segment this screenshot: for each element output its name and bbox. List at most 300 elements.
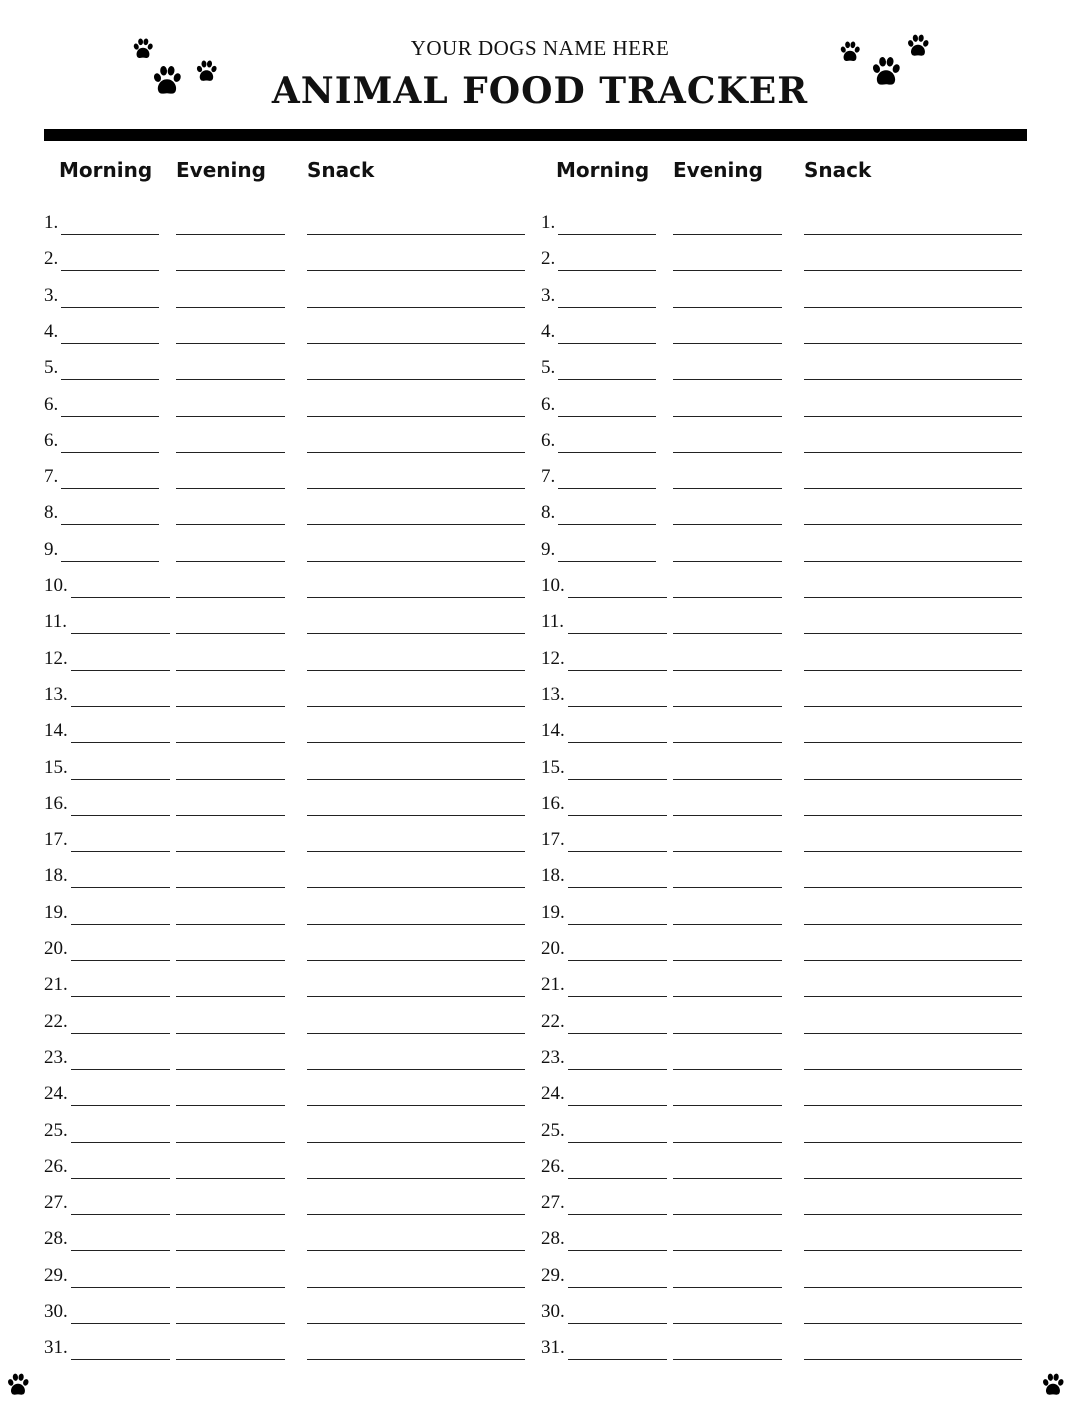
- tracker-row: [44, 821, 534, 857]
- evening-entry-line[interactable]: [176, 1142, 285, 1143]
- tracker-row: [541, 1148, 1031, 1184]
- snack-entry-line[interactable]: [804, 1323, 1022, 1324]
- evening-entry-line[interactable]: [673, 597, 782, 598]
- row-number: 15.: [44, 756, 68, 778]
- morning-entry-line[interactable]: [61, 343, 159, 344]
- morning-entry-line[interactable]: [568, 1142, 667, 1143]
- tracker-row: [541, 1184, 1031, 1220]
- evening-entry-line[interactable]: [176, 524, 285, 525]
- evening-entry-line[interactable]: [673, 416, 782, 417]
- tracker-row: [44, 1112, 534, 1148]
- morning-entry-line[interactable]: [568, 779, 667, 780]
- evening-entry-line[interactable]: [176, 633, 285, 634]
- morning-entry-line[interactable]: [568, 815, 667, 816]
- morning-entry-line[interactable]: [61, 307, 159, 308]
- snack-entry-line[interactable]: [804, 524, 1022, 525]
- snack-entry-line[interactable]: [804, 561, 1022, 562]
- snack-entry-line[interactable]: [804, 343, 1022, 344]
- snack-entry-line[interactable]: [307, 1323, 525, 1324]
- morning-entry-line[interactable]: [61, 379, 159, 380]
- row-number: 21.: [541, 974, 565, 996]
- snack-entry-line[interactable]: [804, 887, 1022, 888]
- evening-entry-line[interactable]: [176, 561, 285, 562]
- tracker-row: [541, 1257, 1031, 1293]
- row-number: 6.: [541, 393, 556, 415]
- tracker-row: [44, 894, 534, 930]
- evening-entry-line[interactable]: [176, 307, 285, 308]
- row-number: 12.: [541, 647, 565, 669]
- morning-entry-line[interactable]: [71, 706, 170, 707]
- row-number: 16.: [44, 792, 68, 814]
- row-number: 10.: [44, 575, 68, 596]
- evening-entry-line[interactable]: [176, 1178, 285, 1179]
- morning-entry-line[interactable]: [568, 742, 667, 743]
- evening-entry-line[interactable]: [176, 706, 285, 707]
- evening-entry-line[interactable]: [176, 996, 285, 997]
- morning-entry-line[interactable]: [558, 270, 656, 271]
- row-number: 23.: [44, 1046, 68, 1068]
- tracker-row: [541, 458, 1031, 494]
- morning-entry-line[interactable]: [71, 1033, 170, 1034]
- evening-entry-line[interactable]: [673, 851, 782, 852]
- evening-entry-line[interactable]: [176, 887, 285, 888]
- tracker-row: [541, 313, 1031, 349]
- snack-entry-line[interactable]: [307, 633, 525, 634]
- row-number: 30.: [44, 1301, 68, 1322]
- morning-entry-line[interactable]: [558, 234, 656, 235]
- row-number: 1.: [541, 212, 556, 233]
- snack-entry-line[interactable]: [307, 488, 525, 489]
- column-header-snack: Snack: [804, 158, 872, 182]
- snack-entry-line[interactable]: [804, 851, 1022, 852]
- row-number: 26.: [44, 1155, 68, 1177]
- morning-entry-line[interactable]: [568, 1250, 667, 1251]
- morning-entry-line[interactable]: [71, 1142, 170, 1143]
- row-number: 7.: [541, 466, 556, 488]
- evening-entry-line[interactable]: [176, 343, 285, 344]
- snack-entry-line[interactable]: [307, 1359, 525, 1360]
- morning-entry-line[interactable]: [71, 742, 170, 743]
- evening-entry-line[interactable]: [673, 670, 782, 671]
- morning-entry-line[interactable]: [71, 851, 170, 852]
- morning-entry-line[interactable]: [568, 1105, 667, 1106]
- evening-entry-line[interactable]: [673, 343, 782, 344]
- evening-entry-line[interactable]: [673, 706, 782, 707]
- morning-entry-line[interactable]: [568, 851, 667, 852]
- tracker-row: [44, 567, 534, 603]
- evening-entry-line[interactable]: [673, 1359, 782, 1360]
- evening-entry-line[interactable]: [176, 1287, 285, 1288]
- morning-entry-line[interactable]: [558, 343, 656, 344]
- snack-entry-line[interactable]: [307, 379, 525, 380]
- morning-entry-line[interactable]: [71, 996, 170, 997]
- row-number: 4.: [44, 320, 59, 342]
- morning-entry-line[interactable]: [558, 524, 656, 525]
- tracker-row: [44, 676, 534, 712]
- tracker-row: [44, 1220, 534, 1256]
- evening-entry-line[interactable]: [673, 1178, 782, 1179]
- row-number: 7.: [44, 466, 59, 488]
- row-number: 6.: [44, 429, 59, 451]
- evening-entry-line[interactable]: [673, 379, 782, 380]
- evening-entry-line[interactable]: [673, 960, 782, 961]
- snack-entry-line[interactable]: [307, 524, 525, 525]
- tracker-row: [541, 386, 1031, 422]
- row-number: 22.: [44, 1010, 68, 1032]
- tracker-row: [44, 966, 534, 1002]
- evening-entry-line[interactable]: [673, 1142, 782, 1143]
- morning-entry-line[interactable]: [71, 1359, 170, 1360]
- morning-entry-line[interactable]: [61, 561, 159, 562]
- snack-entry-line[interactable]: [307, 779, 525, 780]
- snack-entry-line[interactable]: [307, 452, 525, 453]
- morning-entry-line[interactable]: [71, 815, 170, 816]
- morning-entry-line[interactable]: [71, 1323, 170, 1324]
- morning-entry-line[interactable]: [568, 1323, 667, 1324]
- evening-entry-line[interactable]: [176, 1033, 285, 1034]
- snack-entry-line[interactable]: [307, 343, 525, 344]
- morning-entry-line[interactable]: [568, 706, 667, 707]
- morning-entry-line[interactable]: [568, 633, 667, 634]
- tracker-row: [44, 712, 534, 748]
- snack-entry-line[interactable]: [804, 1250, 1022, 1251]
- snack-entry-line[interactable]: [307, 1250, 525, 1251]
- tracker-row: [541, 1220, 1031, 1256]
- tracker-row: [541, 204, 1031, 240]
- row-number: 11.: [44, 611, 68, 633]
- snack-entry-line[interactable]: [307, 1069, 525, 1070]
- morning-entry-line[interactable]: [61, 488, 159, 489]
- snack-entry-line[interactable]: [804, 706, 1022, 707]
- morning-entry-line[interactable]: [568, 1359, 667, 1360]
- tracker-row: [541, 966, 1031, 1002]
- row-number: 6.: [44, 393, 59, 415]
- snack-entry-line[interactable]: [804, 270, 1022, 271]
- tracker-row: [44, 1039, 534, 1075]
- title-divider: [44, 129, 1027, 141]
- evening-entry-line[interactable]: [673, 996, 782, 997]
- morning-entry-line[interactable]: [568, 887, 667, 888]
- row-number: 28.: [44, 1228, 68, 1250]
- row-number: 19.: [44, 901, 68, 923]
- snack-entry-line[interactable]: [804, 1142, 1022, 1143]
- tracker-row: [44, 1148, 534, 1184]
- tracker-row: [541, 749, 1031, 785]
- snack-entry-line[interactable]: [804, 815, 1022, 816]
- evening-entry-line[interactable]: [673, 270, 782, 271]
- morning-entry-line[interactable]: [568, 1033, 667, 1034]
- tracker-row: [541, 1039, 1031, 1075]
- snack-entry-line[interactable]: [804, 379, 1022, 380]
- tracker-row: [44, 749, 534, 785]
- evening-entry-line[interactable]: [673, 1287, 782, 1288]
- tracker-row: [44, 1075, 534, 1111]
- row-number: 6.: [541, 429, 556, 451]
- row-number: 13.: [44, 683, 68, 705]
- snack-entry-line[interactable]: [307, 1214, 525, 1215]
- tracker-row: [44, 349, 534, 385]
- morning-entry-line[interactable]: [61, 270, 159, 271]
- row-number: 25.: [541, 1119, 565, 1141]
- evening-entry-line[interactable]: [176, 452, 285, 453]
- evening-entry-line[interactable]: [176, 815, 285, 816]
- morning-entry-line[interactable]: [568, 670, 667, 671]
- morning-entry-line[interactable]: [61, 452, 159, 453]
- snack-entry-line[interactable]: [804, 1069, 1022, 1070]
- row-number: 16.: [541, 792, 565, 814]
- row-number: 19.: [541, 901, 565, 923]
- tracker-row: [44, 458, 534, 494]
- tracker-row: [541, 603, 1031, 639]
- evening-entry-line[interactable]: [176, 1323, 285, 1324]
- paw-print-icon: [1040, 1372, 1066, 1398]
- evening-entry-line[interactable]: [673, 524, 782, 525]
- tracker-row: [541, 821, 1031, 857]
- evening-entry-line[interactable]: [673, 742, 782, 743]
- evening-entry-line[interactable]: [176, 597, 285, 598]
- evening-entry-line[interactable]: [176, 1214, 285, 1215]
- snack-entry-line[interactable]: [804, 597, 1022, 598]
- snack-entry-line[interactable]: [307, 670, 525, 671]
- morning-entry-line[interactable]: [71, 887, 170, 888]
- morning-entry-line[interactable]: [558, 416, 656, 417]
- morning-entry-line[interactable]: [61, 416, 159, 417]
- snack-entry-line[interactable]: [804, 1359, 1022, 1360]
- evening-entry-line[interactable]: [176, 670, 285, 671]
- tracker-row: [44, 313, 534, 349]
- snack-entry-line[interactable]: [804, 1178, 1022, 1179]
- row-number: 3.: [44, 284, 59, 306]
- evening-entry-line[interactable]: [176, 416, 285, 417]
- row-number: 8.: [44, 502, 59, 524]
- tracker-row: [44, 1184, 534, 1220]
- snack-entry-line[interactable]: [804, 488, 1022, 489]
- snack-entry-line[interactable]: [307, 597, 525, 598]
- morning-entry-line[interactable]: [568, 924, 667, 925]
- tracker-row: [541, 567, 1031, 603]
- morning-entry-line[interactable]: [568, 1287, 667, 1288]
- snack-entry-line[interactable]: [307, 561, 525, 562]
- morning-entry-line[interactable]: [71, 1214, 170, 1215]
- column-header-morning: Morning: [59, 158, 153, 182]
- row-number: 26.: [541, 1155, 565, 1177]
- snack-entry-line[interactable]: [804, 452, 1022, 453]
- snack-entry-line[interactable]: [307, 307, 525, 308]
- row-number: 4.: [541, 320, 556, 342]
- tracker-row: [44, 640, 534, 676]
- morning-entry-line[interactable]: [568, 597, 667, 598]
- tracker-row: [541, 640, 1031, 676]
- snack-entry-line[interactable]: [307, 960, 525, 961]
- tracker-row: [541, 349, 1031, 385]
- evening-entry-line[interactable]: [673, 887, 782, 888]
- morning-entry-line[interactable]: [71, 633, 170, 634]
- morning-entry-line[interactable]: [71, 1105, 170, 1106]
- snack-entry-line[interactable]: [307, 270, 525, 271]
- snack-entry-line[interactable]: [804, 1105, 1022, 1106]
- row-number: 2.: [541, 248, 556, 270]
- tracker-row: [44, 531, 534, 567]
- evening-entry-line[interactable]: [673, 1069, 782, 1070]
- row-number: 21.: [44, 974, 68, 996]
- snack-entry-line[interactable]: [307, 851, 525, 852]
- snack-entry-line[interactable]: [307, 924, 525, 925]
- row-number: 17.: [541, 829, 565, 851]
- morning-entry-line[interactable]: [71, 960, 170, 961]
- snack-entry-line[interactable]: [804, 1287, 1022, 1288]
- snack-entry-line[interactable]: [804, 779, 1022, 780]
- morning-entry-line[interactable]: [71, 1178, 170, 1179]
- evening-entry-line[interactable]: [673, 815, 782, 816]
- evening-entry-line[interactable]: [176, 1359, 285, 1360]
- snack-entry-line[interactable]: [307, 234, 525, 235]
- morning-entry-line[interactable]: [71, 1287, 170, 1288]
- row-number: 10.: [541, 575, 565, 596]
- row-number: 30.: [541, 1301, 565, 1322]
- tracker-row: [44, 1329, 534, 1365]
- morning-entry-line[interactable]: [71, 779, 170, 780]
- paw-print-icon: [5, 1372, 31, 1398]
- snack-entry-line[interactable]: [307, 815, 525, 816]
- morning-entry-line[interactable]: [61, 234, 159, 235]
- row-number: 2.: [44, 248, 59, 270]
- snack-entry-line[interactable]: [804, 924, 1022, 925]
- morning-entry-line[interactable]: [61, 524, 159, 525]
- evening-entry-line[interactable]: [176, 234, 285, 235]
- column-header-snack: Snack: [307, 158, 375, 182]
- morning-entry-line[interactable]: [558, 307, 656, 308]
- snack-entry-line[interactable]: [804, 234, 1022, 235]
- row-number: 24.: [541, 1083, 565, 1105]
- morning-entry-line[interactable]: [71, 597, 170, 598]
- row-number: 22.: [541, 1010, 565, 1032]
- snack-entry-line[interactable]: [804, 633, 1022, 634]
- row-number: 13.: [541, 683, 565, 705]
- morning-entry-line[interactable]: [71, 924, 170, 925]
- tracker-row: [541, 1112, 1031, 1148]
- evening-entry-line[interactable]: [673, 307, 782, 308]
- row-number: 31.: [44, 1337, 68, 1359]
- snack-entry-line[interactable]: [804, 742, 1022, 743]
- evening-entry-line[interactable]: [176, 851, 285, 852]
- evening-entry-line[interactable]: [673, 488, 782, 489]
- evening-entry-line[interactable]: [176, 779, 285, 780]
- evening-entry-line[interactable]: [176, 379, 285, 380]
- dog-name-placeholder[interactable]: YOUR DOGS NAME HERE: [410, 36, 670, 60]
- snack-entry-line[interactable]: [804, 996, 1022, 997]
- snack-entry-line[interactable]: [804, 960, 1022, 961]
- morning-entry-line[interactable]: [558, 379, 656, 380]
- row-number: 31.: [541, 1337, 565, 1359]
- evening-entry-line[interactable]: [176, 270, 285, 271]
- snack-entry-line[interactable]: [307, 416, 525, 417]
- morning-entry-line[interactable]: [71, 670, 170, 671]
- row-number: 18.: [541, 865, 565, 887]
- evening-entry-line[interactable]: [673, 234, 782, 235]
- morning-entry-line[interactable]: [558, 452, 656, 453]
- tracker-row: [44, 1293, 534, 1329]
- tracker-row: [541, 531, 1031, 567]
- tracker-row: [44, 785, 534, 821]
- evening-entry-line[interactable]: [673, 924, 782, 925]
- snack-entry-line[interactable]: [307, 706, 525, 707]
- evening-entry-line[interactable]: [673, 1105, 782, 1106]
- evening-entry-line[interactable]: [176, 488, 285, 489]
- row-number: 27.: [541, 1192, 565, 1214]
- snack-entry-line[interactable]: [804, 1214, 1022, 1215]
- snack-entry-line[interactable]: [804, 1033, 1022, 1034]
- tracker-row: [541, 894, 1031, 930]
- page-title: ANIMAL FOOD TRACKER: [271, 70, 809, 112]
- evening-entry-line[interactable]: [176, 742, 285, 743]
- evening-entry-line[interactable]: [673, 561, 782, 562]
- tracker-row: [44, 494, 534, 530]
- tracker-row: [44, 603, 534, 639]
- evening-entry-line[interactable]: [176, 1105, 285, 1106]
- evening-entry-line[interactable]: [673, 1323, 782, 1324]
- evening-entry-line[interactable]: [176, 1250, 285, 1251]
- snack-entry-line[interactable]: [307, 1287, 525, 1288]
- morning-entry-line[interactable]: [71, 1250, 170, 1251]
- row-number: 9.: [541, 538, 556, 560]
- snack-entry-line[interactable]: [307, 1142, 525, 1143]
- morning-entry-line[interactable]: [71, 1069, 170, 1070]
- morning-entry-line[interactable]: [558, 561, 656, 562]
- morning-entry-line[interactable]: [568, 1069, 667, 1070]
- snack-entry-line[interactable]: [804, 670, 1022, 671]
- snack-entry-line[interactable]: [804, 307, 1022, 308]
- tracker-row: [541, 712, 1031, 748]
- snack-entry-line[interactable]: [307, 1178, 525, 1179]
- tracker-row: [541, 240, 1031, 276]
- snack-entry-line[interactable]: [307, 1105, 525, 1106]
- tracker-row: [541, 857, 1031, 893]
- tracker-row: [541, 494, 1031, 530]
- evening-entry-line[interactable]: [673, 1250, 782, 1251]
- snack-entry-line[interactable]: [804, 416, 1022, 417]
- row-number: 28.: [541, 1228, 565, 1250]
- evening-entry-line[interactable]: [673, 1033, 782, 1034]
- morning-entry-line[interactable]: [568, 1214, 667, 1215]
- tracker-row: [44, 857, 534, 893]
- evening-entry-line[interactable]: [176, 1069, 285, 1070]
- evening-entry-line[interactable]: [673, 452, 782, 453]
- snack-entry-line[interactable]: [307, 742, 525, 743]
- evening-entry-line[interactable]: [673, 1214, 782, 1215]
- evening-entry-line[interactable]: [176, 960, 285, 961]
- evening-entry-line[interactable]: [673, 633, 782, 634]
- tracker-row: [541, 277, 1031, 313]
- row-number: 17.: [44, 829, 68, 851]
- snack-entry-line[interactable]: [307, 996, 525, 997]
- tracker-row: [44, 240, 534, 276]
- tracker-row: [541, 422, 1031, 458]
- row-number: 14.: [44, 720, 68, 742]
- column-header-evening: Evening: [176, 158, 266, 182]
- morning-entry-line[interactable]: [558, 488, 656, 489]
- morning-entry-line[interactable]: [568, 960, 667, 961]
- row-number: 14.: [541, 720, 565, 742]
- morning-entry-line[interactable]: [568, 996, 667, 997]
- evening-entry-line[interactable]: [176, 924, 285, 925]
- column-header-morning: Morning: [556, 158, 650, 182]
- snack-entry-line[interactable]: [307, 887, 525, 888]
- evening-entry-line[interactable]: [673, 779, 782, 780]
- row-number: 18.: [44, 865, 68, 887]
- tracker-row: [44, 1257, 534, 1293]
- morning-entry-line[interactable]: [568, 1178, 667, 1179]
- snack-entry-line[interactable]: [307, 1033, 525, 1034]
